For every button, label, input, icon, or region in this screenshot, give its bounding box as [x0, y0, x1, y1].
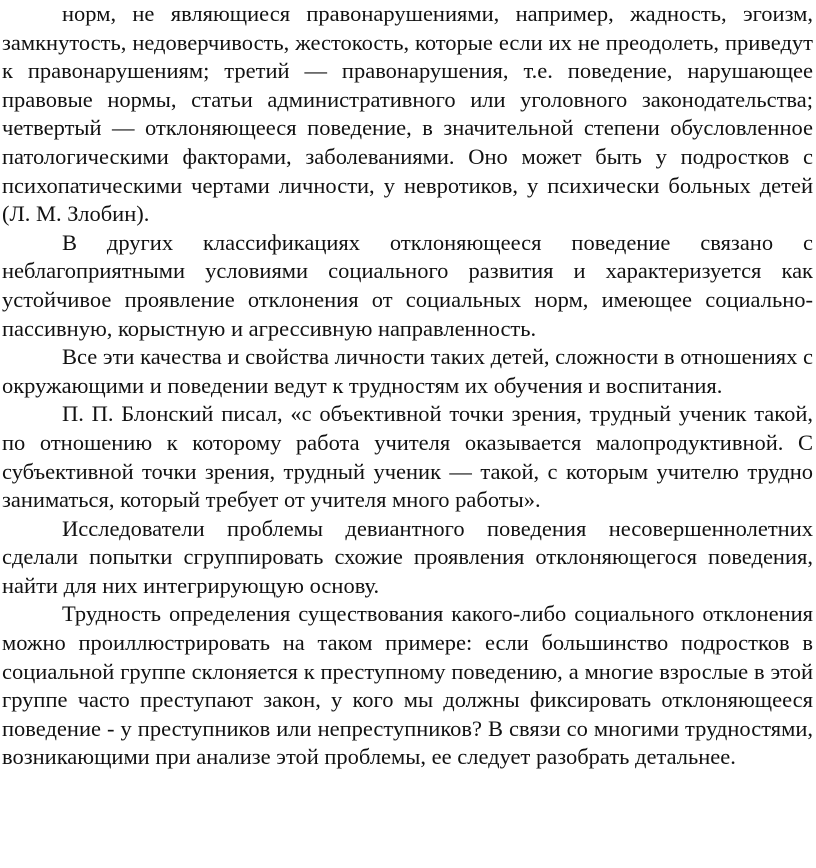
paragraph-2: В других классификациях отклоняющееся поведение связано с неблагоприятными условиями социального развития и характеризуется как устойчивое проявление отклонения от социальных норм, имеющее социально-пассивную, корыстную и агрессивную направленность. — [2, 229, 813, 341]
paragraph-5: Исследователи проблемы девиантного поведения несовершеннолетних сделали попытки сгруппировать схожие проявления отклоняющегося поведения, найти для них интегрирующую основу. — [2, 515, 813, 598]
paragraph-1: норм, не являющиеся правонарушениями, например, жадность, эгоизм, замкнутость, недоверчивость, жестокость, которые если их не преодолеть, приведут к правонарушениям; третий — правонарушения, т.е. поведение, нарушающее правовые нормы, статьи административного или уголовного законодательства; четвертый — отклоняющееся поведение, в значительной степени обусловленное патологическими факторами, заболеваниями. Оно может быть у подростков с психопатическими чертами личности, у невротиков, у психически больных детей (Л. М. Злобин). — [2, 1, 813, 227]
paragraph-6: Трудность определения существования какого-либо социального отклонения можно проиллюстрировать на таком примере: если большинство подростков в социальной группе склоняется к преступному поведению, а многие взрослые в этой группе часто преступают закон, у кого мы должны фиксировать отклоняющееся поведение - у преступников или непреступников? В связи со многими трудностями, возникающими при анализе этой проблемы, ее следует разобрать детальнее. — [2, 601, 813, 770]
paragraph-4: П. П. Блонский писал, «с объективной точки зрения, трудный ученик такой, по отношению к которому работа учителя оказывается малопродуктивной. С субъективной точки зрения, трудный ученик — такой, с которым учителю трудно заниматься, который требует от учителя много работы». — [2, 401, 813, 513]
paragraph-3: Все эти качества и свойства личности таких детей, сложности в отношениях с окружающими и поведении ведут к трудностям их обучения и воспитания. — [2, 344, 813, 398]
